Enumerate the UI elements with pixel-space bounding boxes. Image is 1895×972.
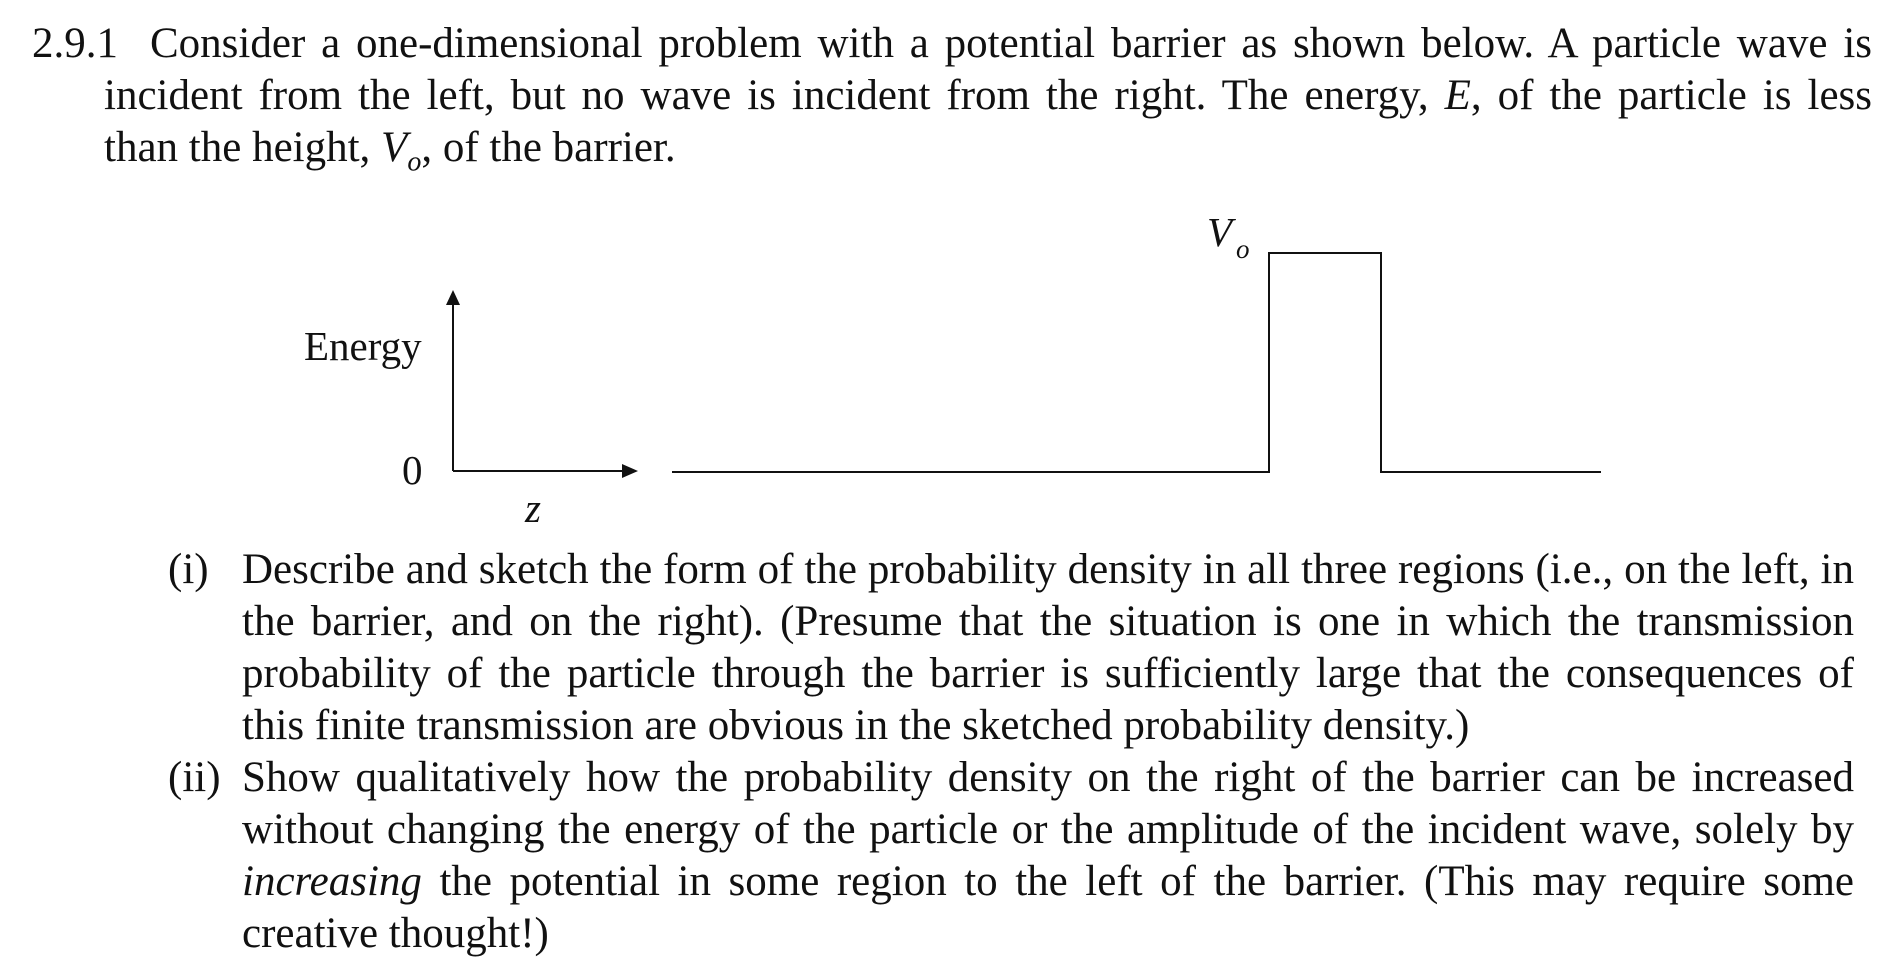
barrier-height-symbol — [381, 124, 422, 178]
problem-line-3-post: , of the barrier. — [421, 124, 676, 171]
part-i-line-1: Describe and sketch the form of the probability density in all three regions (i.e., on the left, in — [242, 546, 1854, 593]
part-i-line-2: the barrier, and on the right). (Presume that the situation is one in which the transmission — [242, 598, 1854, 645]
part-i-number: (i) — [168, 546, 209, 593]
barrier-label-sub: o — [1236, 234, 1250, 264]
problem-line-2-a: incident from the left, but no wave is incident from the right. The energy, — [104, 72, 1445, 119]
part-ii-line-3-rest: the potential in some region to the left of the barrier. (This may require some — [439, 858, 1854, 905]
part-ii-body — [242, 752, 1854, 960]
part-ii-emphasis: increasing — [242, 858, 422, 905]
part-i-line-4: this finite transmission are obvious in the sketched probability density.) — [242, 702, 1470, 749]
z-axis-arrowhead — [622, 464, 638, 478]
problem-line-2-b: , of the particle is less — [1470, 72, 1872, 119]
barrier-height-label — [1207, 209, 1250, 264]
part-i — [168, 544, 1854, 752]
part-i-line-3: probability of the particle through the barrier is sufficiently large that the consequences of — [242, 650, 1854, 697]
barrier-height-var: V — [381, 124, 408, 171]
part-ii-line-2: without changing the energy of the particle or the amplitude of the incident wave, solely by — [242, 806, 1854, 853]
problem-statement — [32, 18, 1872, 189]
problem-body-continued — [104, 70, 1872, 189]
part-ii-number: (ii) — [168, 754, 221, 801]
energy-axis-label: Energy — [304, 323, 422, 369]
problem-number: 2.9.1 — [32, 20, 118, 67]
problem-line-2 — [104, 70, 1872, 122]
part-i-body — [242, 544, 1854, 752]
part-ii-line-4: creative thought!) — [242, 910, 549, 957]
barrier-height-sub: o — [407, 146, 422, 178]
part-ii-line-1: Show qualitatively how the probability density on the right of the barrier can be increased — [242, 754, 1854, 801]
potential-profile — [672, 253, 1601, 472]
origin-label: 0 — [402, 447, 423, 493]
energy-axis-arrowhead — [446, 290, 460, 305]
problem-line-3-pre: than the height, — [104, 124, 382, 171]
z-axis-label: z — [525, 485, 541, 531]
part-ii-line-3 — [242, 856, 1854, 908]
energy-symbol: E — [1444, 72, 1471, 119]
part-ii — [168, 752, 1854, 960]
problem-line-1: Consider a one-dimensional problem with a potential barrier as shown below. A particle wave is — [150, 20, 1872, 67]
barrier-label-var: V — [1207, 209, 1233, 255]
problem-body — [150, 18, 1872, 70]
problem-line-3 — [104, 122, 1872, 189]
